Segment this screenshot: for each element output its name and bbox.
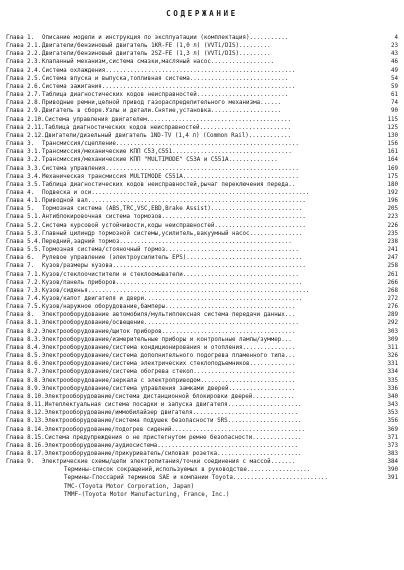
toc-entry (6, 107, 398, 115)
toc-entry (6, 295, 398, 303)
toc-entry (6, 491, 398, 499)
toc-entry-title: Клапанный механизм,система смазки,масляный насос.................. (42, 59, 275, 66)
toc-entry (6, 409, 398, 417)
toc-page-number: 175 (387, 173, 398, 180)
toc-chapter-number: Глава 8.2. (6, 328, 42, 335)
toc-chapter-number: Глава 2.9. (6, 108, 42, 115)
toc-entry-title: Кузов/стеклоочистители и стеклоомыватели................................. (42, 271, 299, 278)
toc-page-number: 192 (387, 189, 398, 196)
toc-chapter-number: Глава 8.3. (6, 336, 42, 343)
toc-entry (6, 156, 398, 164)
toc-page-number: 276 (387, 304, 398, 311)
toc-entry-title: Тормозная система/стояночный тормоз...................................... (42, 247, 299, 254)
toc-entry-title: Кузов/размеры кузова....................................................... (42, 263, 306, 270)
toc-entry-title: Электрооборудование/система дополнительного подогрева пламенного типа... (42, 353, 296, 360)
toc-entry-title: Термины-список сокращений,используемых в руководстве.................. (64, 467, 311, 474)
page-title: СОДЕРЖАНИЕ (166, 9, 238, 18)
toc-chapter-number: Глава 5.4. (6, 238, 42, 245)
toc-page-number: 54 (390, 75, 398, 82)
toc-entry (6, 124, 398, 132)
toc-chapter-number: Глава 7.1. (6, 271, 42, 278)
toc-entry (6, 271, 398, 279)
toc-chapter-number: Глава 8.12. (6, 410, 45, 417)
toc-entry (6, 336, 398, 344)
toc-entry-title: Тормозная система (ABS,TRC,VSC,EBD,Brake Assist).......................... (42, 206, 303, 213)
toc-entry (6, 417, 398, 425)
toc-entry (6, 287, 398, 295)
toc-page-number: 125 (387, 124, 398, 131)
toc-entry-title: Приводные ремни,цепной привод газораспределительного механизма...... (42, 100, 282, 107)
toc-page-number: 74 (390, 100, 398, 107)
toc-entry-title: Электрооборудование/прикуриватель/силовая розетка........................ (44, 450, 302, 457)
toc-chapter-number: Глава 8. (6, 312, 35, 319)
toc-page-number: 391 (387, 475, 398, 482)
toc-chapter-number: Глава 2.1. (6, 43, 42, 50)
toc-entry (6, 368, 398, 376)
toc-entry (6, 140, 398, 148)
toc-entry-title: Система впуска и выпуска,топливная система............................ (42, 75, 289, 82)
toc-entry (6, 303, 398, 311)
toc-page-number: 46 (390, 59, 398, 66)
toc-page-number: 169 (387, 165, 398, 172)
toc-entry-title: TMC-(Toyota Motor Corporation, Japan) (64, 483, 195, 490)
toc-entry-title: Описание модели и инструкция по эксплуатации (комплектация)........... (42, 35, 289, 41)
toc-page-number: 373 (387, 442, 398, 449)
toc-chapter-number: Глава 7.3. (6, 287, 42, 294)
toc-page-number: 336 (387, 385, 398, 392)
toc-chapter-number: Глава 8.11. (6, 402, 45, 409)
toc-page-number: 235 (387, 230, 398, 237)
toc-chapter-number: Глава 3.3. (6, 165, 42, 172)
toc-chapter-number: Глава 7.2. (6, 279, 42, 286)
toc-entry (6, 116, 398, 124)
toc-chapter-number: Глава 1. (6, 35, 35, 41)
toc-entry-title: Таблица диагностических кодов неисправностей.......................... (44, 124, 291, 131)
toc-entry (6, 205, 398, 213)
toc-chapter-number: Глава 7.4. (6, 296, 42, 302)
toc-entry (6, 83, 398, 91)
toc-entry-title: Система управления двигателем......................................... (44, 116, 291, 123)
toc-page-number: 180 (387, 181, 398, 188)
toc-chapter-number: Глава 5.5. (6, 247, 42, 254)
toc-entry-title: Электрооборудование/система электрических стеклоподъемников............. (42, 361, 296, 368)
toc-entry (6, 311, 398, 319)
toc-chapter-number: Глава 2.12. (6, 132, 45, 139)
toc-chapter-number: Глава 8.6. (6, 361, 42, 368)
toc-entry (6, 262, 398, 270)
toc-page-number: 223 (387, 214, 398, 221)
toc-entry-title: Система управления....................................................... (42, 165, 299, 172)
toc-page-number: 353 (387, 410, 398, 417)
toc-chapter-number: Глава 3. (6, 141, 35, 148)
toc-entry (6, 91, 398, 99)
toc-page-number: 266 (387, 279, 398, 286)
toc-entry-title: Трансмиссия/механические КПП С53,С551.................................. (42, 149, 292, 156)
toc-chapter-number: Глава 8.13. (6, 418, 45, 425)
toc-page-number: 258 (387, 263, 398, 270)
toc-chapter-number: Глава 2.5. (6, 75, 42, 82)
toc-page-number: 59 (390, 83, 398, 90)
toc-entry-title: Электрооборудование/иммобилайзер двигателя.............................. (44, 410, 299, 417)
toc-page-number: 311 (387, 344, 398, 351)
toc-chapter-number: Глава 4.1. (6, 198, 42, 205)
toc-entry (6, 279, 398, 287)
toc-page-number: 23 (390, 43, 398, 50)
toc-entry-title: Электрооборудование/зеркала с электроприводом........................... (42, 377, 296, 384)
toc-entry (6, 34, 398, 42)
toc-chapter-number: Глава 8.10. (6, 393, 45, 400)
toc-entry (6, 466, 398, 474)
toc-entry-title: Трансмиссия/механические КПП "MULTIMODE" С53А и С551А.............. (42, 157, 278, 164)
toc-entry (6, 238, 398, 246)
toc-entry (6, 50, 398, 58)
toc-entry (6, 99, 398, 107)
toc-entry (6, 148, 398, 156)
toc-entry (6, 377, 398, 385)
toc-chapter-number: Глава 2.8. (6, 100, 42, 107)
toc-entry (6, 165, 398, 173)
toc-entry (6, 222, 398, 230)
toc-page-number: 115 (387, 116, 398, 123)
toc-page-number: 334 (387, 369, 398, 376)
toc-page-number: 196 (387, 198, 398, 205)
toc-entry-title: Термины-Глоссарий терминов SAE и компании Toyota........................... (64, 475, 328, 482)
toc-entry-title: Электрооборудование/система кондиционирования и отопления............... (42, 344, 296, 351)
toc-entry (6, 132, 398, 140)
toc-page-number: 272 (387, 296, 398, 302)
toc-entry-title: Кузов/сиденья............................................................... (42, 287, 310, 294)
toc-page-number: 241 (387, 247, 398, 254)
toc-page-number: 369 (387, 426, 398, 433)
toc-chapter-number: Глава 3.4. (6, 173, 42, 180)
toc-page-number: 43 (390, 51, 398, 58)
toc-page-number: 326 (387, 353, 398, 360)
toc-entry-title: Двигатели/бензиновый двигатель 1KR-FE (1,0 л) (VVTi/DIS)......... (42, 43, 271, 50)
toc-page-number: 303 (387, 328, 398, 335)
toc-entry-title: Таблица диагностических кодов неисправностей.......................... (42, 92, 289, 99)
toc-entry (6, 360, 398, 368)
toc-entry (6, 42, 398, 50)
toc-entry-title: Электрооборудование/подогрев сидений...................................... (44, 426, 306, 433)
toc-entry (6, 230, 398, 238)
toc-entry (6, 67, 398, 75)
toc-page-number: 90 (390, 108, 398, 115)
toc-chapter-number: Глава 5.3. (6, 230, 42, 237)
toc-entry-title: Таблица диагностических кодов неисправностей,рычаг переключения переда.. (42, 181, 296, 188)
toc-entry (6, 434, 398, 442)
toc-page-number: 4 (394, 35, 398, 41)
toc-chapter-number: Глава 8.4. (6, 344, 42, 351)
toc-entry-title: Электрические схемы/цепи электропитания/точки соединения с массой....... (42, 459, 296, 466)
toc-entry-title: Электрооборудование/щиток приборов...................................... (42, 328, 296, 335)
toc-page-number: 384 (387, 459, 398, 466)
toc-entry-title: Система предупреждения о не пристегнутом ремне безопасности.............. (44, 434, 302, 441)
toc-entry (6, 458, 398, 466)
toc-page-number: 309 (387, 336, 398, 343)
toc-page-number: 130 (387, 132, 398, 139)
toc-page-number: 226 (387, 222, 398, 229)
toc-entry (6, 450, 398, 458)
toc-page-number: 340 (387, 393, 398, 400)
toc-page-number: 292 (387, 320, 398, 327)
toc-page-number: 205 (387, 206, 398, 213)
toc-chapter-number: Глава 8.17. (6, 450, 45, 457)
toc-page-number: 61 (390, 92, 398, 99)
toc-entry (6, 181, 398, 189)
toc-entry (6, 75, 398, 83)
toc-chapter-number: Глава 3.5. (6, 181, 42, 188)
toc-entry (6, 426, 398, 434)
toc-entry-title: Электрооборудование/освещение............................................ (42, 320, 299, 327)
toc-chapter-number: Глава 6. (6, 255, 35, 262)
toc-page-number: 383 (387, 450, 398, 457)
toc-entry-title: Двигатели/дизельный двигатель 1ND-TV (1,4 л) (Common Rail)............ (44, 132, 291, 139)
toc-entry-title: Электрооборудование/аудиосистема........................................ (44, 442, 299, 449)
toc-entry-title: Двигатели/бензиновый двигатель 2SZ-FE (1,3 л) (VVTi/DIS)......... (42, 51, 271, 58)
toc-entry (6, 393, 398, 401)
toc-entry-title: Система зажигания....................................................... (42, 83, 296, 90)
toc-chapter-number: Глава 2.3. (6, 59, 42, 66)
toc-chapter-number: Глава 8.1. (6, 320, 42, 327)
toc-entry-title: Электрооборудование автомобиля/мультиплексная система передачи данных... (42, 312, 296, 319)
toc-chapter-number: Глава 8.8. (6, 377, 42, 384)
toc-chapter-number: Глава 8.9. (6, 385, 42, 392)
toc-entry-title: Электрооборудование/система обогрева стекол............................. (42, 369, 296, 376)
toc-entry-title: Кузов/капот двигателя и двери............................................. (42, 296, 303, 302)
toc-entry (6, 246, 398, 254)
toc-entry-title: Приводной вал.............................................................. (42, 198, 306, 205)
toc-chapter-number: Глава 3.1. (6, 149, 42, 156)
toc-entry-title: Подвеска и оси.............................................................. (42, 189, 310, 196)
toc-entry-title: Электрооборудование/система подушек безопасности SRS..................... (44, 418, 302, 425)
toc-page-number: 156 (387, 141, 398, 148)
toc-page-number: 268 (387, 287, 398, 294)
toc-entry-title: Двигатель в сборе.Узлы и детали.Снятие,установка.................... (42, 108, 282, 115)
toc-chapter-number: Глава 8.15. (6, 434, 45, 441)
toc-chapter-number: Глава 2.2. (6, 51, 42, 58)
toc-entry-title: Механическая трансмиссия MULTIMODE С551А................................. (42, 173, 299, 180)
toc-entry (6, 189, 398, 197)
toc-chapter-number: Глава 8.5. (6, 353, 42, 360)
toc-entry-title: Электрооборудование/система дистанционной блокировки дверей............ (44, 393, 295, 400)
toc-page-number: 164 (387, 157, 398, 164)
toc-entry-title: Система курсовой устойчивости,коды неисправностей.......................... (42, 222, 306, 229)
toc-entry (6, 58, 398, 66)
toc-chapter-number: Глава 8.14. (6, 426, 45, 433)
toc-chapter-number: Глава 2.4. (6, 67, 42, 74)
toc-entry (6, 474, 398, 482)
toc-entry-title: Кузов/наружное оборудование,бамперы..................................... (42, 304, 296, 311)
toc-entry (6, 352, 398, 360)
toc-chapter-number: Глава 7. (6, 263, 35, 270)
toc-chapter-number: Глава 7.5. (6, 304, 42, 311)
toc-entry (6, 483, 398, 491)
toc-chapter-number: Глава 5.1. (6, 214, 42, 221)
toc-page-number: 335 (387, 377, 398, 384)
toc-entry (6, 344, 398, 352)
toc-entry-title: Трансмиссия/сцепление.................................................... (42, 141, 299, 148)
toc-entry (6, 328, 398, 336)
toc-chapter-number: Глава 2.6. (6, 83, 42, 90)
toc-entry-title: Главный цилиндр тормозной системы,усилитель,вакуумный насос............... (42, 230, 303, 237)
toc-chapter-number: Глава 5. (6, 206, 35, 213)
toc-entry (6, 173, 398, 181)
toc-chapter-number: Глава 2.10. (6, 116, 45, 123)
toc-page-number: 289 (387, 312, 398, 319)
toc-page-number: 261 (387, 271, 398, 278)
toc-chapter-number: Глава 8.7. (6, 369, 42, 376)
toc-page-number: 371 (387, 434, 398, 441)
toc-entry (6, 254, 398, 262)
toc-entry-title: Передний,задний тормоз................................................. (42, 238, 292, 245)
toc-entry (6, 401, 398, 409)
toc-page-number: 238 (387, 238, 398, 245)
toc-page-number: 49 (390, 67, 398, 74)
toc-page-number: 390 (387, 467, 398, 474)
toc-chapter-number: Глава 8.16. (6, 442, 45, 449)
toc-entry (6, 319, 398, 327)
toc-chapter-number: Глава 9. (6, 459, 35, 466)
toc-entry (6, 213, 398, 221)
toc-chapter-number: Глава 2.7. (6, 92, 42, 99)
toc-chapter-number: Глава 2.11. (6, 124, 45, 131)
toc-page-number: 247 (387, 255, 398, 262)
toc-entry (6, 385, 398, 393)
toc-entry (6, 442, 398, 450)
toc-chapter-number: Глава 4. (6, 189, 35, 196)
toc-entry-title: Электрооборудование/система управления замками дверей................... (42, 385, 296, 392)
toc-page-number: 331 (387, 361, 398, 368)
toc-page-number: 343 (387, 402, 398, 409)
toc-chapter-number: Глава 5.2. (6, 222, 42, 229)
toc-entry-title: Система охлаждения...................................................... (42, 67, 296, 74)
toc-entry-title: Рулевое управление (электроусилитель EPS)................................. (42, 255, 303, 262)
toc-page-number: 356 (387, 418, 398, 425)
table-of-contents (6, 34, 398, 499)
toc-entry-title: Электрооборудование/измерительные приборы и контрольные лампы/зуммер... (42, 336, 292, 343)
toc-page-number: 161 (387, 149, 398, 156)
toc-entry-title: Антиблокировочная система тормозов......................................... (42, 214, 306, 221)
toc-chapter-number: Глава 3.2. (6, 157, 42, 164)
toc-entry-title: Кузов/панель приборов..................................................... (42, 279, 303, 286)
toc-entry (6, 197, 398, 205)
toc-entry-title: Интеллектуальная система посадки и запуска двигателя..................... (44, 402, 302, 409)
toc-entry-title: TMMF-(Toyota Motor Manufacturing, France, Inc.) (64, 491, 230, 498)
